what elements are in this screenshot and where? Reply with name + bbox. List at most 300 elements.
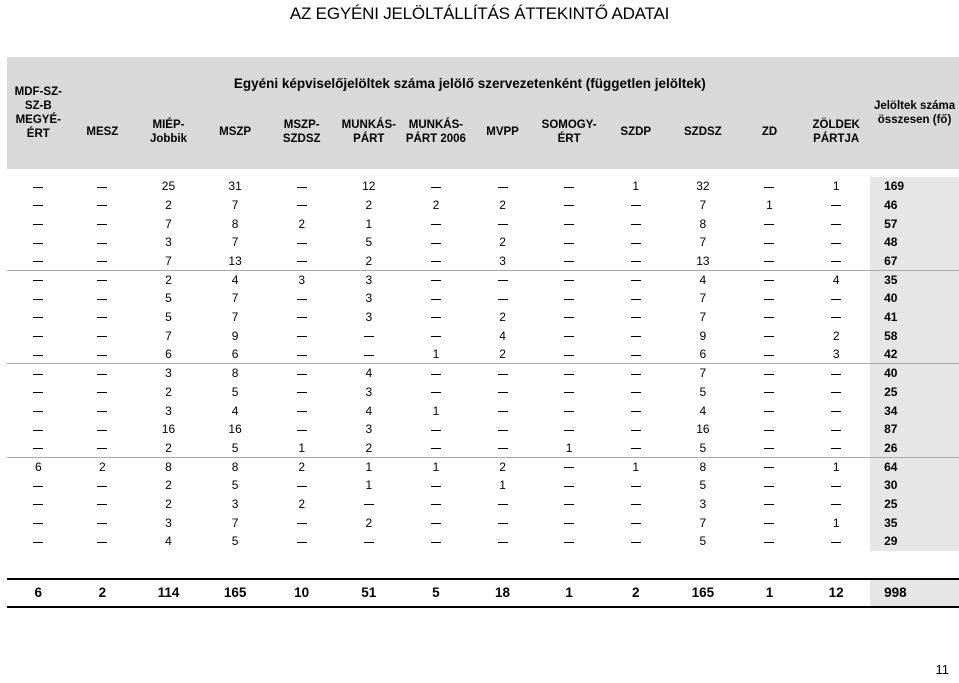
- table-cell: 13: [228, 253, 242, 268]
- table-cell: 5: [231, 440, 239, 455]
- empty-dash: [602, 214, 669, 233]
- table-row: [7, 233, 959, 252]
- empty-dash: [802, 383, 870, 402]
- empty-dash: [403, 364, 470, 383]
- table-cell: 16: [161, 422, 176, 437]
- column-header: MESZ: [70, 95, 136, 169]
- table-cell: 8: [699, 216, 707, 231]
- empty-dash: [268, 327, 335, 346]
- total-cell: 165: [669, 579, 737, 607]
- column-header: MVPP: [469, 95, 536, 169]
- empty-dash: [7, 345, 70, 364]
- table-cell: 2: [499, 198, 506, 213]
- empty-dash: [737, 289, 803, 308]
- table-cell: 1: [832, 515, 840, 530]
- table-cell: 3: [165, 235, 172, 250]
- table-cell: 13: [696, 253, 710, 268]
- table-row: [7, 196, 959, 215]
- empty-dash: [403, 383, 470, 402]
- table-cell: 1: [602, 457, 669, 476]
- empty-dash: [268, 345, 335, 364]
- empty-dash: [7, 252, 70, 271]
- table-cell: 7: [231, 235, 239, 250]
- empty-dash: [403, 252, 470, 271]
- table-row: [7, 327, 959, 346]
- table-cell: 4: [802, 270, 870, 289]
- table-cell: 2: [70, 457, 136, 476]
- table-row: [7, 177, 959, 196]
- table-cell: 32: [696, 179, 710, 194]
- empty-dash: [469, 214, 536, 233]
- table-cell: 1: [403, 457, 470, 476]
- table-row: [7, 513, 959, 532]
- empty-dash: [536, 214, 603, 233]
- table-row: [7, 308, 959, 327]
- table-cell: 2: [135, 270, 202, 289]
- empty-dash: [802, 532, 870, 551]
- table-row: [7, 439, 959, 458]
- table-cell: 1: [832, 179, 840, 194]
- empty-dash: [70, 308, 136, 327]
- column-header: SZDP: [602, 95, 669, 169]
- table-cell: 1: [802, 457, 870, 476]
- empty-dash: [602, 308, 669, 327]
- empty-dash: [602, 383, 669, 402]
- table-cell: 7: [699, 235, 707, 250]
- table-cell: 3: [231, 497, 239, 512]
- empty-dash: [737, 476, 803, 495]
- table-cell: 57: [870, 214, 959, 233]
- empty-dash: [7, 401, 70, 420]
- empty-dash: [403, 177, 470, 196]
- table-cell: 3: [365, 310, 373, 325]
- empty-dash: [70, 327, 136, 346]
- empty-dash: [268, 420, 335, 439]
- empty-dash: [536, 289, 603, 308]
- empty-dash: [802, 289, 870, 308]
- empty-dash: [335, 532, 403, 551]
- empty-dash: [802, 476, 870, 495]
- empty-dash: [403, 532, 470, 551]
- empty-dash: [802, 196, 870, 215]
- empty-dash: [602, 495, 669, 514]
- table-cell: 1: [365, 478, 373, 493]
- empty-dash: [737, 420, 803, 439]
- table-cell: 46: [870, 196, 959, 215]
- empty-dash: [403, 308, 470, 327]
- table-cell: 7: [231, 515, 239, 530]
- empty-dash: [802, 439, 870, 458]
- table-cell: 5: [699, 384, 707, 399]
- total-cell: 10: [268, 579, 335, 607]
- table-cell: 7: [669, 364, 737, 383]
- table-cell: 169: [870, 177, 959, 196]
- empty-dash: [335, 345, 403, 364]
- table-cell: 3: [365, 291, 373, 306]
- empty-dash: [403, 327, 470, 346]
- total-cell: 165: [202, 579, 269, 607]
- empty-dash: [802, 214, 870, 233]
- empty-dash: [469, 532, 536, 551]
- empty-dash: [70, 252, 136, 271]
- column-header-mdf: MDF-SZ-SZ-B MEGYÉ-ÉRT: [7, 57, 70, 169]
- empty-dash: [536, 420, 603, 439]
- column-header: MIÉP-Jobbik: [135, 95, 202, 169]
- total-cell: 6: [7, 579, 70, 607]
- table-cell: 12: [362, 179, 376, 194]
- empty-dash: [403, 289, 470, 308]
- empty-dash: [602, 364, 669, 383]
- empty-dash: [536, 383, 603, 402]
- empty-dash: [469, 383, 536, 402]
- empty-dash: [403, 439, 470, 458]
- table-cell: 29: [870, 532, 959, 551]
- table-cell: 2: [365, 440, 373, 455]
- table-cell: 2: [832, 328, 840, 343]
- table-cell: 3: [165, 515, 172, 530]
- table-cell: 5: [231, 384, 239, 399]
- table-cell: 7: [231, 198, 239, 213]
- empty-dash: [737, 214, 803, 233]
- table-cell: 87: [870, 420, 959, 439]
- table-row: [7, 457, 959, 476]
- table-cell: 2: [365, 515, 373, 530]
- table-cell: 6: [699, 347, 707, 362]
- table-cell: 5: [165, 291, 172, 306]
- page-title: AZ EGYÉNI JELÖLTÁLLÍTÁS ÁTTEKINTŐ ADATAI: [289, 4, 670, 23]
- empty-dash: [335, 327, 403, 346]
- table-cell: 7: [231, 291, 239, 306]
- table-cell: 3: [699, 497, 707, 512]
- empty-dash: [737, 177, 803, 196]
- table-cell: 4: [499, 328, 506, 343]
- empty-dash: [70, 233, 136, 252]
- table-cell: 3: [499, 253, 506, 268]
- empty-dash: [536, 252, 603, 271]
- empty-dash: [7, 364, 70, 383]
- empty-dash: [536, 308, 603, 327]
- table-cell: 2: [268, 457, 335, 476]
- table-cell: 25: [161, 179, 176, 194]
- empty-dash: [469, 513, 536, 532]
- table-cell: 67: [870, 252, 959, 271]
- table-cell: 4: [669, 270, 737, 289]
- empty-dash: [536, 476, 603, 495]
- table-cell: 3: [268, 270, 335, 289]
- empty-dash: [7, 177, 70, 196]
- empty-dash: [536, 495, 603, 514]
- table-cell: 7: [699, 515, 707, 530]
- empty-dash: [335, 495, 403, 514]
- empty-dash: [536, 513, 603, 532]
- empty-dash: [469, 289, 536, 308]
- empty-dash: [7, 327, 70, 346]
- table-cell: 2: [298, 497, 306, 512]
- table-cell: 3: [165, 403, 172, 418]
- empty-dash: [70, 270, 136, 289]
- table-cell: 6: [165, 347, 172, 362]
- table-cell: 35: [870, 270, 959, 289]
- table-cell: 1: [766, 198, 773, 213]
- empty-dash: [469, 401, 536, 420]
- empty-dash: [469, 177, 536, 196]
- empty-dash: [268, 476, 335, 495]
- table-cell: 3: [365, 422, 373, 437]
- empty-dash: [602, 513, 669, 532]
- empty-dash: [602, 233, 669, 252]
- total-cell: 1: [536, 579, 603, 607]
- empty-dash: [536, 345, 603, 364]
- empty-dash: [602, 270, 669, 289]
- table-cell: 8: [669, 457, 737, 476]
- table-cell: 7: [165, 216, 172, 231]
- table-cell: 2: [165, 478, 172, 493]
- table-cell: 34: [870, 401, 959, 420]
- empty-dash: [602, 345, 669, 364]
- total-cell: 2: [70, 579, 136, 607]
- empty-dash: [7, 233, 70, 252]
- table-row: [7, 420, 959, 439]
- total-cell: 1: [737, 579, 803, 607]
- table-cell: 5: [699, 534, 707, 549]
- empty-dash: [536, 327, 603, 346]
- table-cell: 7: [699, 310, 707, 325]
- table-cell: 3: [335, 270, 403, 289]
- empty-dash: [268, 401, 335, 420]
- empty-dash: [737, 495, 803, 514]
- group-header: Egyéni képviselőjelöltek száma jelölő szervezetenként (független jelöltek): [70, 57, 871, 95]
- total-cell: 998: [870, 579, 959, 607]
- table-cell: 8: [135, 457, 202, 476]
- table-cell: 8: [231, 216, 239, 231]
- empty-dash: [268, 383, 335, 402]
- table-cell: 7: [165, 328, 172, 343]
- empty-dash: [70, 383, 136, 402]
- empty-dash: [737, 439, 803, 458]
- table-cell: 2: [499, 310, 506, 325]
- empty-dash: [737, 457, 803, 476]
- empty-dash: [802, 233, 870, 252]
- empty-dash: [536, 233, 603, 252]
- empty-dash: [70, 513, 136, 532]
- empty-dash: [802, 401, 870, 420]
- empty-dash: [7, 196, 70, 215]
- table-cell: 58: [870, 327, 959, 346]
- table-row: [7, 289, 959, 308]
- empty-dash: [602, 401, 669, 420]
- total-cell: 114: [135, 579, 202, 607]
- total-cell: 2: [602, 579, 669, 607]
- empty-dash: [536, 532, 603, 551]
- table-cell: 3: [365, 384, 373, 399]
- table-cell: 9: [699, 328, 707, 343]
- table-cell: 5: [165, 310, 172, 325]
- total-cell: 18: [469, 579, 536, 607]
- empty-dash: [268, 196, 335, 215]
- table-cell: 5: [699, 440, 707, 455]
- empty-dash: [70, 177, 136, 196]
- column-header: ZÖLDEK PÁRTJA: [802, 95, 870, 169]
- table-cell: 2: [365, 198, 373, 213]
- empty-dash: [469, 495, 536, 514]
- empty-dash: [70, 289, 136, 308]
- table-cell: 1: [298, 440, 306, 455]
- empty-dash: [7, 308, 70, 327]
- empty-dash: [7, 439, 70, 458]
- table-cell: 1: [632, 179, 640, 194]
- empty-dash: [602, 327, 669, 346]
- empty-dash: [536, 457, 603, 476]
- table-cell: 7: [699, 198, 707, 213]
- empty-dash: [536, 401, 603, 420]
- empty-dash: [7, 495, 70, 514]
- table-cell: 1: [499, 478, 506, 493]
- empty-dash: [7, 270, 70, 289]
- table-cell: 7: [231, 310, 239, 325]
- page-number: 11: [935, 662, 949, 677]
- table-row: [7, 345, 959, 364]
- empty-dash: [7, 513, 70, 532]
- empty-dash: [7, 214, 70, 233]
- total-cell: 5: [403, 579, 470, 607]
- table-cell: 4: [231, 403, 239, 418]
- table-cell: 64: [870, 457, 959, 476]
- empty-dash: [70, 345, 136, 364]
- column-header-total: Jelöltek száma összesen (fő): [870, 57, 959, 169]
- table-row: [7, 270, 959, 289]
- empty-dash: [802, 364, 870, 383]
- empty-dash: [403, 233, 470, 252]
- table-cell: 5: [365, 235, 373, 250]
- candidates-table: [7, 57, 959, 608]
- empty-dash: [268, 364, 335, 383]
- table-cell: 1: [432, 347, 440, 362]
- table-row: [7, 476, 959, 495]
- empty-dash: [737, 270, 803, 289]
- empty-dash: [802, 252, 870, 271]
- column-header: SOMOGY-ÉRT: [536, 95, 603, 169]
- data-rows: [7, 177, 959, 551]
- column-header: MUNKÁS-PÁRT: [335, 95, 403, 169]
- table-cell: 2: [298, 216, 306, 231]
- table-cell: 5: [231, 478, 239, 493]
- empty-dash: [403, 420, 470, 439]
- empty-dash: [70, 401, 136, 420]
- empty-dash: [469, 270, 536, 289]
- empty-dash: [403, 214, 470, 233]
- table-cell: 2: [499, 347, 506, 362]
- empty-dash: [403, 476, 470, 495]
- empty-dash: [403, 513, 470, 532]
- empty-dash: [70, 196, 136, 215]
- empty-dash: [536, 364, 603, 383]
- table-cell: 3: [135, 364, 202, 383]
- empty-dash: [737, 327, 803, 346]
- empty-dash: [737, 532, 803, 551]
- table-cell: 9: [231, 328, 239, 343]
- empty-dash: [602, 289, 669, 308]
- total-cell: 12: [802, 579, 870, 607]
- empty-dash: [70, 439, 136, 458]
- empty-dash: [602, 532, 669, 551]
- empty-dash: [268, 252, 335, 271]
- empty-dash: [7, 383, 70, 402]
- empty-dash: [737, 383, 803, 402]
- empty-dash: [469, 420, 536, 439]
- empty-dash: [70, 495, 136, 514]
- table-cell: 3: [832, 347, 840, 362]
- table-cell: 16: [696, 422, 710, 437]
- table-cell: 35: [870, 513, 959, 532]
- table-cell: 1: [565, 440, 573, 455]
- empty-dash: [7, 532, 70, 551]
- table-cell: 2: [469, 457, 536, 476]
- empty-dash: [602, 476, 669, 495]
- table-cell: 2: [165, 497, 172, 512]
- total-cell: 51: [335, 579, 403, 607]
- table-row: [7, 383, 959, 402]
- empty-dash: [469, 439, 536, 458]
- empty-dash: [536, 177, 603, 196]
- table-cell: 25: [870, 495, 959, 514]
- empty-dash: [268, 532, 335, 551]
- empty-dash: [602, 252, 669, 271]
- empty-dash: [737, 233, 803, 252]
- table-cell: 1: [365, 216, 373, 231]
- empty-dash: [268, 289, 335, 308]
- table-cell: 40: [870, 289, 959, 308]
- empty-dash: [536, 270, 603, 289]
- table-row: [7, 532, 959, 551]
- table-cell: 41: [870, 308, 959, 327]
- table-row: [7, 364, 959, 383]
- empty-dash: [802, 495, 870, 514]
- table-cell: 4: [165, 534, 172, 549]
- table-cell: 5: [231, 534, 239, 549]
- table-cell: 2: [165, 198, 172, 213]
- empty-dash: [602, 420, 669, 439]
- table-cell: 48: [870, 233, 959, 252]
- table-cell: 31: [228, 179, 242, 194]
- empty-dash: [403, 270, 470, 289]
- empty-dash: [469, 364, 536, 383]
- table-cell: 42: [870, 345, 959, 364]
- table-cell: 6: [7, 457, 70, 476]
- table-cell: 30: [870, 476, 959, 495]
- column-header: MSZP: [202, 95, 269, 169]
- empty-dash: [70, 420, 136, 439]
- column-header: MSZP-SZDSZ: [268, 95, 335, 169]
- empty-dash: [737, 513, 803, 532]
- empty-dash: [70, 532, 136, 551]
- totals-row: [7, 579, 959, 607]
- table-row: [7, 401, 959, 420]
- table-cell: 8: [202, 457, 269, 476]
- table-cell: 1: [432, 403, 440, 418]
- table-cell: 16: [228, 422, 242, 437]
- table-row: [7, 214, 959, 233]
- empty-dash: [536, 196, 603, 215]
- empty-dash: [7, 289, 70, 308]
- column-header: SZDSZ: [669, 95, 737, 169]
- table-cell: 2: [432, 198, 440, 213]
- empty-dash: [602, 439, 669, 458]
- table-cell: 4: [202, 270, 269, 289]
- table-cell: 8: [202, 364, 269, 383]
- column-header-row: [7, 95, 959, 169]
- table-cell: 4: [335, 364, 403, 383]
- empty-dash: [268, 177, 335, 196]
